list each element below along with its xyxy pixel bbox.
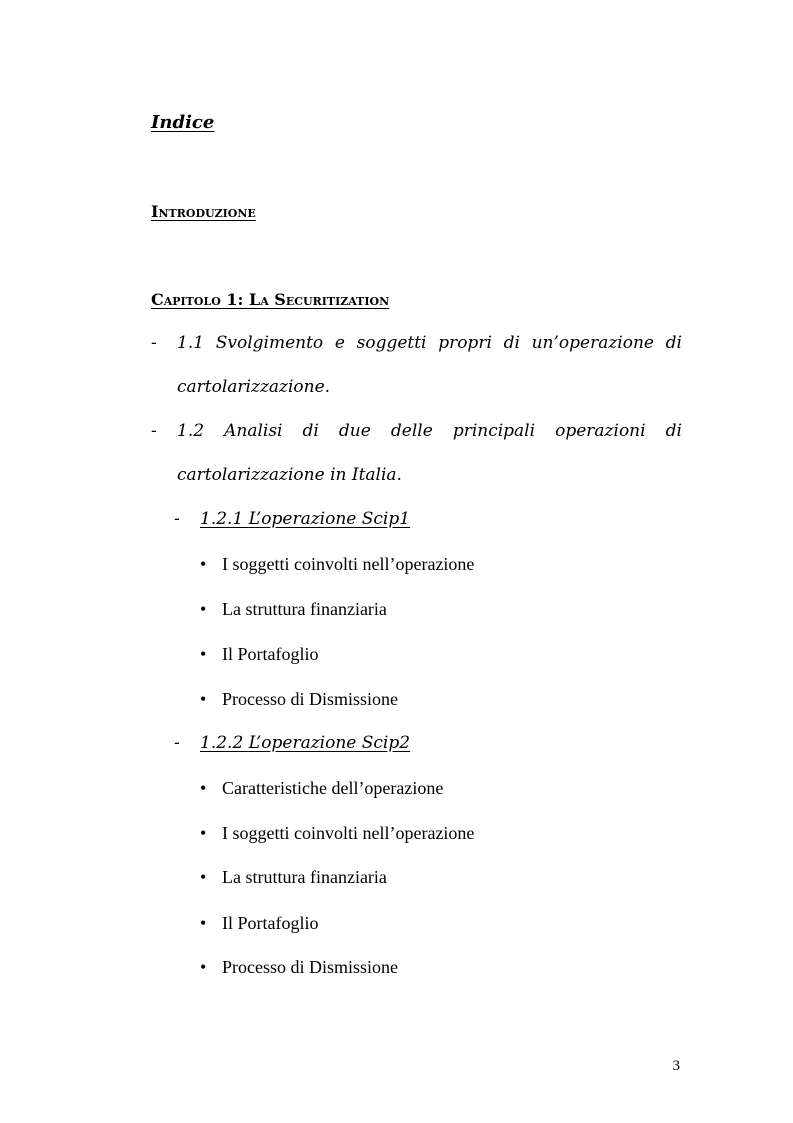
bullet-text: Il Portafoglio <box>222 644 319 664</box>
word: un’operazione <box>531 333 654 353</box>
bullet-item[interactable] <box>200 778 443 799</box>
bullet-icon: • <box>200 554 207 574</box>
word: delle <box>390 421 433 441</box>
bullet-icon: • <box>200 913 207 933</box>
word: Svolgimento <box>215 333 324 353</box>
bullet-icon: • <box>200 599 207 619</box>
dash-1-2: - <box>151 421 157 441</box>
bullet-text: La struttura finanziaria <box>222 599 387 619</box>
bullet-text: Il Portafoglio <box>222 913 319 933</box>
word: di <box>302 421 319 441</box>
word: Analisi <box>224 421 283 441</box>
bullet-item[interactable] <box>200 599 387 620</box>
dash-1-2-2: - <box>174 733 180 753</box>
bullet-text: I soggetti coinvolti nell’operazione <box>222 823 475 843</box>
word: e <box>334 333 345 353</box>
toc-entry-1-2-1[interactable]: 1.2.1 L’operazione Scip1 <box>200 509 411 529</box>
bullet-text: Processo di Dismissione <box>222 689 399 709</box>
bullet-text: Processo di Dismissione <box>222 957 399 977</box>
toc-entry-1-2-line2[interactable]: cartolarizzazione in Italia. <box>177 465 402 485</box>
dash-1-2-1: - <box>174 509 180 529</box>
word: propri <box>438 333 492 353</box>
bullet-icon: • <box>200 689 207 709</box>
bullet-icon: • <box>200 778 207 798</box>
bullet-item[interactable] <box>200 913 319 934</box>
bullet-item[interactable] <box>200 554 474 575</box>
bullet-icon: • <box>200 644 207 664</box>
word: di <box>503 333 520 353</box>
word: 1.1 <box>177 333 205 353</box>
bullet-text: I soggetti coinvolti nell’operazione <box>222 554 475 574</box>
toc-entry-1-1-line2[interactable]: cartolarizzazione. <box>177 377 331 397</box>
word: principali <box>452 421 536 441</box>
bullet-item[interactable] <box>200 644 319 665</box>
toc-entry-1-1-line1[interactable] <box>177 333 682 353</box>
word: due <box>338 421 371 441</box>
bullet-text: Caratteristiche dell’operazione <box>222 778 444 798</box>
page-number: 3 <box>672 1058 680 1074</box>
word: 1.2 <box>177 421 205 441</box>
bullet-text: La struttura finanziaria <box>222 867 387 887</box>
toc-entry-1-2-line1[interactable] <box>177 421 682 441</box>
word: operazioni <box>555 421 646 441</box>
bullet-item[interactable] <box>200 689 398 710</box>
section-introduzione[interactable]: Introduzione <box>151 202 256 221</box>
dash-1-1: - <box>151 333 157 353</box>
toc-entry-1-2-2[interactable]: 1.2.2 L’operazione Scip2 <box>200 733 411 753</box>
word: di <box>665 333 682 353</box>
chapter-1-heading[interactable]: Capitolo 1: La Securitization <box>151 290 390 309</box>
bullet-icon: • <box>200 867 207 887</box>
page-title: Indice <box>151 112 215 133</box>
bullet-icon: • <box>200 823 207 843</box>
word: soggetti <box>356 333 427 353</box>
bullet-icon: • <box>200 957 207 977</box>
bullet-item[interactable] <box>200 823 474 844</box>
bullet-item[interactable] <box>200 957 398 978</box>
word: di <box>665 421 682 441</box>
bullet-item[interactable] <box>200 867 387 888</box>
